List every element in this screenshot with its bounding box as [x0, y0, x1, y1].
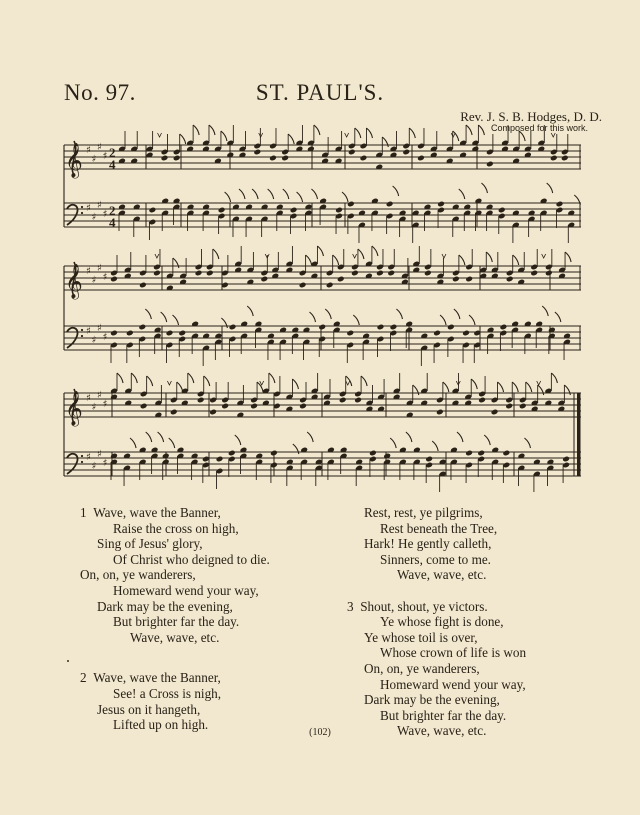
note-head: [478, 397, 486, 404]
verse-line: Lifted up on high.: [113, 717, 209, 733]
note-head: [335, 207, 343, 214]
breath-mark: [345, 133, 349, 137]
note-flag: [526, 382, 532, 392]
verse-line: Dark may be the evening,: [364, 692, 500, 708]
verse-line: Whose crown of life is won: [380, 645, 527, 661]
note-head: [360, 155, 368, 162]
stanza-number: 3: [347, 598, 354, 614]
note-flag: [413, 385, 419, 395]
bass-clef-dot: [81, 455, 83, 457]
note-flag: [358, 249, 364, 259]
sharp-sign: ♯: [86, 452, 91, 463]
note-flag: [131, 373, 137, 383]
note-head: [545, 270, 553, 277]
note-head: [436, 409, 444, 416]
note-head: [253, 149, 261, 156]
sharp-sign: ♯: [86, 326, 91, 337]
note-head: [377, 324, 385, 331]
breath-mark: [537, 381, 541, 385]
note-head: [562, 456, 570, 463]
verse-line: Homeward wend your way,: [380, 676, 526, 692]
note-flag: [519, 131, 525, 141]
stanza-2: [80, 670, 350, 732]
note-flag: [432, 441, 438, 451]
sharp-sign: ♯: [97, 200, 102, 211]
verse-line: Raise the cross on high,: [113, 520, 239, 536]
note-flag: [209, 125, 215, 135]
note-head: [500, 324, 508, 331]
note-head: [221, 403, 229, 410]
note-flag: [297, 192, 303, 202]
sharp-sign: ♯: [91, 275, 97, 286]
stanza-1: [80, 505, 350, 645]
time-signature-top: 2: [109, 145, 116, 160]
note-flag: [484, 435, 490, 445]
note-flag: [292, 379, 298, 389]
note-flag: [314, 125, 320, 135]
note-head: [138, 324, 146, 331]
note-head: [390, 324, 398, 331]
note-flag: [355, 128, 361, 138]
note-head: [197, 397, 205, 404]
sharp-sign: ♯: [97, 390, 102, 401]
note-flag: [169, 438, 175, 448]
note-flag: [288, 134, 294, 144]
sharp-sign: ♯: [86, 266, 91, 277]
verse-line: See! a Cross is nigh,: [113, 685, 222, 701]
verse-line: Jesus on it hangeth,: [97, 701, 201, 717]
note-head: [290, 207, 298, 214]
note-head: [110, 330, 118, 337]
note-head: [178, 330, 186, 337]
verse-line: 1 Wave, wave the Banner,: [80, 505, 221, 520]
hymn-title: ST. PAUL'S.: [255, 80, 385, 105]
note-head: [173, 155, 181, 162]
note-head: [269, 155, 277, 162]
stanza-continued: [347, 505, 617, 583]
breath-mark: [158, 133, 162, 137]
verse-line: Sing of Jesus' glory,: [97, 536, 203, 552]
note-flag: [173, 315, 179, 325]
note-flag: [382, 137, 388, 147]
time-signature-bottom: 4: [109, 157, 116, 172]
note-flag: [440, 315, 446, 325]
bass-clef-dot: [81, 212, 83, 214]
verses-left-column: [80, 505, 350, 733]
note-head: [386, 201, 394, 208]
note-flag: [361, 376, 367, 386]
note-flag: [311, 189, 317, 199]
note-head: [486, 161, 494, 168]
verse-line: Ye whose fight is done,: [380, 614, 504, 630]
sharp-sign: ♯: [102, 151, 108, 162]
note-flag: [307, 432, 313, 442]
note-flag: [513, 255, 519, 265]
sharp-sign: ♯: [102, 209, 108, 220]
note-head: [550, 155, 558, 162]
note-flag: [173, 258, 179, 268]
note-flag: [306, 255, 312, 265]
sharp-sign: ♯: [91, 461, 97, 472]
note-flag: [372, 246, 378, 256]
sharp-sign: ♯: [102, 332, 108, 343]
note-head: [326, 282, 334, 289]
verse-line: Dark may be the evening,: [97, 598, 233, 614]
verse-line: But brighter far the day.: [380, 707, 507, 723]
note-flag: [478, 125, 484, 135]
time-signature-bottom: 4: [109, 215, 116, 230]
note-head: [140, 403, 148, 410]
note-flag: [235, 435, 241, 445]
note-flag: [393, 186, 399, 196]
note-flag: [486, 252, 492, 262]
note-head: [228, 450, 236, 457]
note-flag: [177, 382, 183, 392]
note-flag: [454, 309, 460, 319]
note-flag: [239, 189, 245, 199]
sharp-sign: ♯: [97, 142, 102, 153]
note-flag: [469, 315, 475, 325]
note-flag: [117, 373, 123, 383]
note-head: [530, 270, 538, 277]
note-flag: [551, 373, 557, 383]
breath-mark: [167, 381, 171, 385]
stanza-number: 1: [80, 505, 87, 520]
note-flag: [406, 432, 412, 442]
verse-line: Ye whose toil is over,: [364, 629, 478, 645]
note-flag: [574, 195, 580, 205]
composer-note: Composed for this work.: [490, 123, 588, 133]
note-flag: [342, 192, 348, 202]
note-flag: [317, 246, 323, 256]
note-head: [433, 330, 441, 337]
verse-line: On, on, ye wanderers,: [80, 567, 196, 583]
note-head: [351, 270, 359, 277]
note-flag: [333, 255, 339, 265]
verses-right-column: [347, 505, 617, 739]
note-head: [218, 207, 226, 214]
note-flag: [547, 183, 553, 193]
note-head: [139, 282, 147, 289]
note-head: [318, 324, 326, 331]
note-flag: [146, 432, 152, 442]
breath-mark: [551, 133, 555, 137]
verse-line: Rest, rest, ye pilgrims,: [364, 505, 483, 520]
note-head: [216, 456, 224, 463]
final-barline-thick: [577, 393, 581, 476]
note-head: [229, 324, 237, 331]
note-flag: [538, 385, 544, 395]
hymn-number: No. 97.: [64, 80, 136, 105]
verse-line: On, on, ye wanderers,: [364, 660, 480, 676]
note-head: [376, 270, 384, 277]
note-head: [452, 276, 460, 283]
note-head: [299, 403, 307, 410]
verse-line: 2 Wave, wave the Banner,: [80, 670, 221, 686]
verse-line: Of Christ who deigned to die.: [113, 551, 270, 567]
note-flag: [459, 255, 465, 265]
note-head: [477, 450, 485, 457]
breath-mark: [260, 381, 264, 385]
note-flag: [565, 252, 571, 262]
sharp-sign: ♯: [91, 154, 97, 165]
breath-mark: [451, 133, 455, 137]
verse-line: Wave, wave, etc.: [397, 567, 487, 583]
note-flag: [130, 438, 136, 448]
note-head: [110, 276, 118, 283]
note-flag: [188, 373, 194, 383]
note-head: [369, 450, 377, 457]
note-flag: [366, 128, 372, 138]
breath-mark: [353, 254, 357, 258]
note-flag: [471, 379, 477, 389]
note-head: [281, 155, 289, 162]
verse-line: Homeward wend your way,: [113, 582, 259, 598]
verse-line: Wave, wave, etc.: [130, 629, 220, 645]
note-flag: [158, 432, 164, 442]
note-head: [402, 149, 410, 156]
treble-clef: 𝄞: [65, 264, 83, 299]
note-head: [337, 276, 345, 283]
note-flag: [213, 249, 219, 259]
bass-clef-dot: [81, 329, 83, 331]
note-flag: [390, 438, 396, 448]
verse-line: Rest beneath the Tree,: [380, 520, 498, 536]
note-flag: [524, 438, 530, 448]
sharp-sign: ♯: [102, 458, 108, 469]
treble-clef: 𝄞: [65, 143, 83, 178]
breath-mark: [155, 254, 159, 258]
sharp-sign: ♯: [97, 263, 102, 274]
note-head: [166, 330, 174, 337]
note-head: [250, 403, 258, 410]
note-head: [506, 276, 514, 283]
note-flag: [268, 189, 274, 199]
verse-line: Sinners, come to me.: [380, 551, 491, 567]
note-flag: [193, 125, 199, 135]
note-head: [354, 397, 362, 404]
note-head: [149, 207, 157, 214]
note-head: [462, 330, 470, 337]
note-head: [170, 409, 178, 416]
sharp-sign: ♯: [86, 393, 91, 404]
note-head: [126, 330, 134, 337]
note-head: [387, 270, 395, 277]
bass-clef-dot: [81, 335, 83, 337]
note-flag: [293, 444, 299, 454]
note-flag: [498, 382, 504, 392]
note-head: [561, 155, 569, 162]
note-head: [556, 201, 564, 208]
note-head: [209, 409, 217, 416]
sharp-sign: ♯: [91, 335, 97, 346]
note-flag: [466, 125, 472, 135]
note-flag: [225, 192, 231, 202]
breath-mark: [442, 254, 446, 258]
stanza-3: [347, 599, 617, 739]
note-flag: [443, 382, 449, 392]
note-head: [417, 155, 425, 162]
stanza-number: 2: [80, 670, 87, 686]
note-head: [465, 450, 473, 457]
note-flag: [555, 312, 561, 322]
note-flag: [221, 131, 227, 141]
note-flag: [252, 189, 258, 199]
sharp-sign: ♯: [97, 449, 102, 460]
note-flag: [512, 382, 518, 392]
note-flag: [161, 312, 167, 322]
composer-credit: Rev. J. S. B. Hodges, D. D.: [460, 109, 602, 124]
note-flag: [204, 376, 210, 386]
time-signature-top: 2: [109, 203, 116, 218]
verse-line: 3 Shout, shout, ye victors.: [347, 598, 488, 614]
note-head: [425, 456, 433, 463]
note-flag: [145, 309, 151, 319]
note-head: [260, 276, 268, 283]
note-flag: [310, 312, 316, 322]
breath-mark: [346, 381, 350, 385]
note-head: [206, 270, 214, 277]
note-head: [447, 324, 455, 331]
note-flag: [396, 309, 402, 319]
note-head: [153, 270, 161, 277]
verse-line: But brighter far the day.: [113, 614, 240, 630]
ink-speck: [67, 660, 69, 662]
note-flag: [283, 189, 289, 199]
bass-clef-dot: [81, 206, 83, 208]
verse-line: Wave, wave, etc.: [397, 723, 487, 739]
note-head: [505, 403, 513, 410]
verse-line: Hark! He gently calleth,: [364, 536, 492, 552]
sharp-sign: ♯: [97, 323, 102, 334]
page-number: (102): [309, 727, 331, 738]
note-flag: [457, 432, 463, 442]
note-head: [498, 207, 506, 214]
sharp-sign: ♯: [91, 212, 97, 223]
note-head: [299, 282, 307, 289]
note-head: [195, 270, 203, 277]
note-head: [502, 450, 510, 457]
note-head: [161, 155, 169, 162]
sharp-sign: ♯: [91, 402, 97, 413]
treble-clef: 𝄞: [65, 391, 83, 426]
note-flag: [564, 385, 570, 395]
note-flag: [325, 309, 331, 319]
note-flag: [353, 315, 359, 325]
note-head: [348, 149, 356, 156]
note-flag: [542, 306, 548, 316]
note-flag: [247, 306, 253, 316]
note-head: [491, 409, 499, 416]
note-head: [339, 397, 347, 404]
note-head: [346, 330, 354, 337]
note-flag: [481, 183, 487, 193]
note-flag: [269, 373, 275, 383]
note-head: [519, 403, 527, 410]
note-flag: [346, 376, 352, 386]
sharp-sign: ♯: [102, 399, 108, 410]
sharp-sign: ♯: [86, 203, 91, 214]
breath-mark: [542, 254, 546, 258]
note-flag: [409, 128, 415, 138]
note-flag: [459, 189, 465, 199]
note-head: [424, 270, 432, 277]
bass-clef-dot: [81, 461, 83, 463]
note-flag: [147, 376, 153, 386]
note-head: [465, 276, 473, 283]
note-flag: [180, 134, 186, 144]
note-head: [437, 201, 445, 208]
sharp-sign: ♯: [102, 272, 108, 283]
sharp-sign: ♯: [86, 145, 91, 156]
